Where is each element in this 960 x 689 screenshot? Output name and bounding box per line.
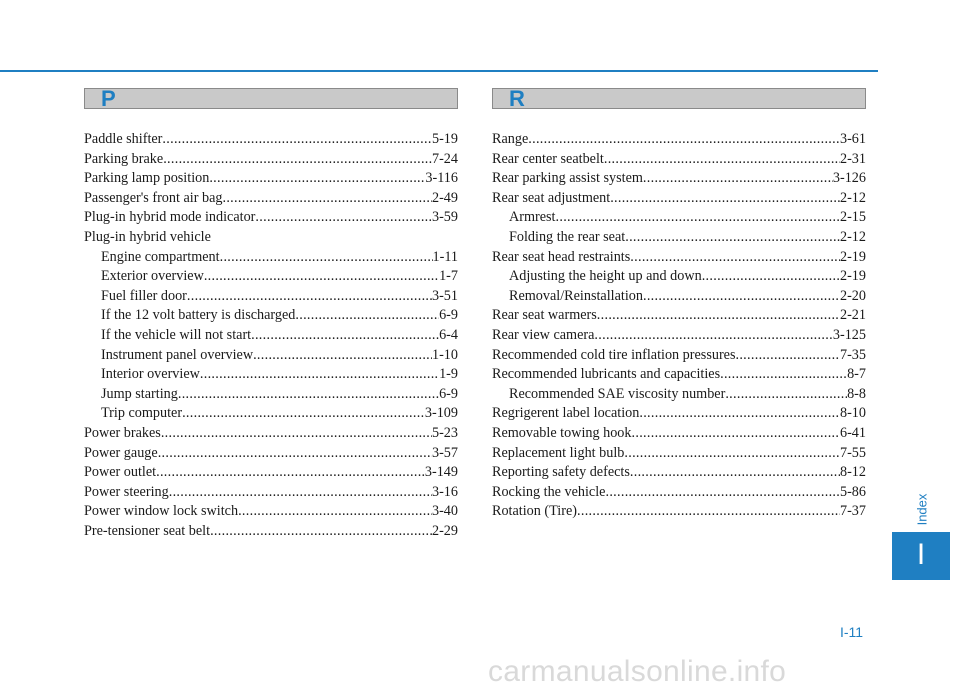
index-entry [492, 483, 866, 503]
index-term: Jump starting [101, 385, 178, 402]
index-page-ref: 3-16 [431, 483, 458, 500]
dot-leader [632, 424, 840, 444]
index-entry [492, 424, 866, 444]
index-page-ref: 2-15 [839, 209, 866, 226]
section-letter-r: R [509, 86, 525, 111]
index-term: Recommended cold tire inflation pressures [492, 346, 736, 363]
dot-leader [161, 424, 432, 444]
index-page-ref: 2-20 [839, 287, 866, 304]
index-entry [84, 522, 458, 542]
index-page-ref: 2-12 [839, 228, 866, 245]
index-side-label: Index [914, 493, 930, 526]
index-page-ref: 2-49 [431, 189, 458, 206]
index-page-ref: 2-12 [839, 189, 866, 206]
index-entry [84, 346, 458, 366]
index-tab[interactable] [892, 532, 950, 580]
index-term: Power gauge [84, 444, 158, 461]
index-column-r [492, 130, 866, 522]
index-page-ref: 3-149 [424, 464, 458, 481]
dot-leader [630, 463, 840, 483]
dot-leader [163, 150, 432, 170]
index-term: Removal/Reinstallation [509, 287, 643, 304]
index-term: Passenger's front air bag [84, 189, 223, 206]
index-entry [84, 267, 458, 287]
index-term: Rear parking assist system [492, 170, 643, 187]
index-page-ref: 7-35 [839, 346, 866, 363]
index-entry [492, 346, 866, 366]
index-entry [492, 502, 866, 522]
index-page-ref: 7-24 [431, 150, 458, 167]
index-term: Parking lamp position [84, 170, 210, 187]
index-term: Recommended SAE viscosity number [509, 385, 726, 402]
index-term: Parking brake [84, 150, 164, 167]
index-page-ref: 8-12 [839, 464, 866, 481]
dot-leader [295, 306, 439, 326]
index-page-ref: 3-40 [431, 503, 458, 520]
index-term: Plug-in hybrid vehicle [84, 228, 211, 245]
index-term: Reporting safety defects [492, 464, 630, 481]
index-term: Power brakes [84, 424, 161, 441]
index-entry [84, 287, 458, 307]
index-entry [84, 228, 458, 248]
index-entry [84, 248, 458, 268]
index-tab-letter: I [916, 538, 926, 571]
index-page-ref: 6-4 [439, 326, 458, 343]
index-entry [492, 385, 866, 405]
index-term: Exterior overview [101, 268, 204, 285]
index-entry [492, 130, 866, 150]
dot-leader [605, 483, 840, 503]
index-term: Range [492, 131, 529, 147]
dot-leader [209, 169, 425, 189]
dot-leader [251, 326, 439, 346]
index-page-ref: 1-7 [439, 268, 458, 285]
index-term: Engine compartment [101, 248, 220, 265]
index-entry [492, 444, 866, 464]
dot-leader [556, 208, 840, 228]
dot-leader [200, 365, 439, 385]
index-page-ref: 5-86 [839, 483, 866, 500]
index-term: Plug-in hybrid mode indicator [84, 209, 256, 226]
index-term: Interior overview [101, 366, 200, 383]
index-page-ref: 6-9 [439, 307, 458, 324]
index-entry [492, 365, 866, 385]
dot-leader [222, 189, 432, 209]
section-header-p [84, 88, 458, 109]
dot-leader [178, 385, 439, 405]
index-term: Rear seat warmers [492, 307, 597, 324]
index-term: If the vehicle will not start [101, 326, 252, 343]
dot-leader [610, 189, 840, 209]
index-entry [84, 365, 458, 385]
index-term: Removable towing hook [492, 424, 632, 441]
index-page-ref: 7-37 [839, 503, 866, 520]
index-column-p [84, 130, 458, 541]
index-entry [492, 404, 866, 424]
dot-leader [725, 385, 847, 405]
index-entry [492, 326, 866, 346]
index-page-ref: 3-59 [431, 209, 458, 226]
index-entry [492, 267, 866, 287]
index-term: Rocking the vehicle [492, 483, 606, 500]
dot-leader [238, 502, 432, 522]
index-term: Pre-tensioner seat belt [84, 522, 211, 539]
index-entry [84, 326, 458, 346]
index-page-ref: 7-55 [839, 444, 866, 461]
index-page-ref: 5-23 [431, 424, 458, 441]
index-page-ref: 2-31 [839, 150, 866, 167]
index-page-ref: 2-19 [839, 248, 866, 265]
dot-leader [169, 483, 432, 503]
dot-leader [625, 228, 840, 248]
dot-leader [624, 444, 840, 464]
index-page-ref: 8-7 [847, 366, 866, 383]
index-entry [492, 228, 866, 248]
index-page-ref: 3-51 [431, 287, 458, 304]
index-term: Power window lock switch [84, 503, 239, 520]
index-page-ref: 3-61 [839, 131, 866, 147]
dot-leader [187, 287, 432, 307]
dot-leader [255, 208, 432, 228]
dot-leader [643, 169, 833, 189]
index-entry [84, 483, 458, 503]
dot-leader [720, 365, 847, 385]
index-entry [492, 169, 866, 189]
index-page-ref: 1-11 [432, 248, 458, 265]
index-entry [84, 444, 458, 464]
index-page-ref: 3-116 [425, 170, 458, 187]
index-term: Rotation (Tire) [492, 503, 577, 520]
index-entry [84, 463, 458, 483]
index-page-ref: 3-57 [431, 444, 458, 461]
index-page-ref: 8-10 [839, 405, 866, 422]
index-page-ref: 3-125 [832, 326, 866, 343]
dot-leader [630, 248, 840, 268]
section-letter-p: P [101, 86, 116, 111]
index-page-ref: 6-9 [439, 385, 458, 402]
index-entry [492, 287, 866, 307]
index-term: Fuel filler door [101, 287, 187, 304]
index-term: Power steering [84, 483, 169, 500]
dot-leader [162, 130, 432, 150]
index-entry [492, 306, 866, 326]
index-page-ref: 1-9 [439, 366, 458, 383]
dot-leader [639, 404, 840, 424]
index-term: Rear view camera [492, 326, 595, 343]
index-term: Instrument panel overview [101, 346, 254, 363]
index-page-ref: 2-19 [839, 268, 866, 285]
index-page-ref: 2-21 [839, 307, 866, 324]
dot-leader [158, 444, 432, 464]
index-entry [84, 404, 458, 424]
index-page-ref: 5-19 [431, 131, 458, 147]
index-page-ref: 8-8 [847, 385, 866, 402]
index-entry [84, 169, 458, 189]
index-term: Recommended lubricants and capacities [492, 366, 721, 383]
dot-leader [597, 306, 840, 326]
index-entry [492, 463, 866, 483]
index-term: Rear center seatbelt [492, 150, 604, 167]
index-term: Folding the rear seat [509, 228, 626, 245]
dot-leader [577, 502, 840, 522]
dot-leader [182, 404, 425, 424]
index-entry [84, 208, 458, 228]
index-term: Rear seat adjustment [492, 189, 611, 206]
index-entry [84, 130, 458, 150]
dot-leader [643, 287, 840, 307]
index-entry [492, 150, 866, 170]
index-page-ref: 1-10 [431, 346, 458, 363]
index-entry [84, 385, 458, 405]
dot-leader [702, 267, 840, 287]
dot-leader [210, 522, 432, 542]
index-entry [84, 306, 458, 326]
dot-leader [220, 248, 433, 268]
index-term: Replacement light bulb [492, 444, 625, 461]
index-entry [84, 189, 458, 209]
index-term: Regrigerent label location [492, 405, 640, 422]
index-entry [492, 208, 866, 228]
dot-leader [735, 346, 840, 366]
dot-leader [604, 150, 840, 170]
dot-leader [204, 267, 439, 287]
index-term: Trip computer [101, 405, 183, 422]
index-term: Adjusting the height up and down [509, 268, 702, 285]
index-entry [84, 424, 458, 444]
index-entry [84, 150, 458, 170]
index-term: Paddle shifter [84, 131, 163, 147]
dot-leader [253, 346, 432, 366]
index-page-ref: 3-126 [832, 170, 866, 187]
dot-leader [156, 463, 425, 483]
index-term: If the 12 volt battery is discharged [101, 307, 296, 324]
index-page-ref: 2-29 [431, 522, 458, 539]
top-rule [0, 70, 878, 72]
watermark: carmanualsonline.info [488, 655, 787, 688]
index-entry [492, 189, 866, 209]
index-page-ref: 6-41 [839, 424, 866, 441]
index-term: Power outlet [84, 464, 157, 481]
page-number: I-11 [840, 624, 864, 640]
dot-leader [528, 130, 840, 150]
index-term: Armrest [509, 209, 556, 226]
index-term: Rear seat head restraints [492, 248, 631, 265]
dot-leader [594, 326, 832, 346]
index-entry [84, 502, 458, 522]
index-entry [492, 248, 866, 268]
index-page-ref: 3-109 [424, 405, 458, 422]
section-header-r [492, 88, 866, 109]
